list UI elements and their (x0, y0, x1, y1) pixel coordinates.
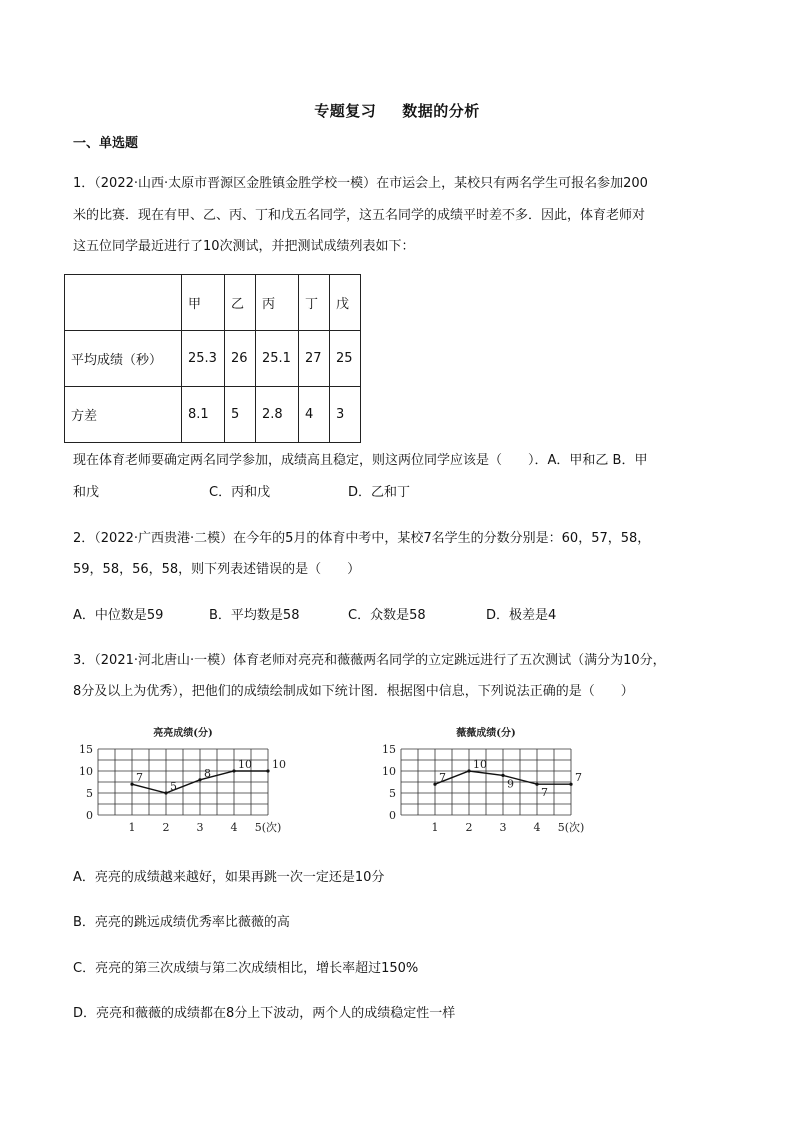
y-tick-label: 10 (79, 765, 93, 778)
y-tick-label: 15 (79, 743, 93, 756)
table-cell: 戊 (330, 275, 361, 331)
q2-line2: 59，58，56，58，则下列表述错误的是（ ） (73, 562, 361, 577)
table-cell: 方差 (65, 387, 182, 443)
q1-line3: 这五位同学最近进行了10次测试，并把测试成绩列表如下： (73, 239, 415, 254)
page-title (0, 100, 794, 121)
q3-option-d: D．亮亮和薇薇的成绩都在8分上下波动，两个人的成绩稳定性一样 (73, 1006, 456, 1021)
q3-line1: 3．（2021·河北唐山·一模）体育老师对亮亮和薇薇两名同学的立定跳远进行了五次测试（满分为10分， (73, 653, 666, 668)
data-point (164, 791, 167, 794)
table-cell: 丁 (299, 275, 330, 331)
q1-option-c: C．丙和戊 (209, 485, 271, 500)
q1-line1: 1．（2022·山西·太原市晋源区金胜镇金胜学校一模）在市运会上，某校只有两名学生可报名参加200 (73, 176, 648, 191)
x-tick-label: 1 (128, 821, 136, 834)
chart-liangliang-svg (72, 722, 292, 837)
data-label: 10 (473, 758, 487, 771)
data-point (266, 769, 269, 772)
table-row (65, 275, 361, 331)
q1-line2: 米的比赛．现在有甲、乙、丙、丁和戊五名同学，这五名同学的成绩平时差不多．因此，体育老师对 (73, 208, 646, 223)
x-tick-label: 5(次) (254, 821, 282, 834)
x-tick-label: 2 (465, 821, 473, 834)
data-label: 7 (541, 786, 548, 800)
q2-option-d: D．极差是4 (486, 608, 557, 623)
q3-option-b: B．亮亮的跳远成绩优秀率比薇薇的高 (73, 915, 290, 930)
q2-option-b: B．平均数是58 (209, 608, 300, 623)
data-label: 7 (439, 771, 446, 785)
data-point (198, 778, 201, 781)
table-cell: 26 (225, 331, 256, 387)
y-tick-label: 0 (86, 809, 93, 822)
table-cell: 8.1 (182, 387, 225, 443)
data-label: 8 (204, 766, 211, 780)
q3-option-a: A．亮亮的成绩越来越好，如果再跳一次一定还是10分 (73, 870, 385, 885)
data-point (535, 783, 538, 786)
q2-option-a: A．中位数是59 (73, 608, 164, 623)
q3-line2: 8分及以上为优秀），把他们的成绩绘制成如下统计图．根据图中信息，下列说法正确的是（ ） (73, 684, 634, 699)
x-tick-label: 2 (162, 821, 170, 834)
q3-option-c: C．亮亮的第三次成绩与第二次成绩相比，增长率超过150% (73, 961, 419, 976)
q1-after-line1: 现在体育老师要确定两名同学参加，成绩高且稳定，则这两位同学应该是（ ）．A．甲和乙 B．甲 (73, 453, 648, 468)
x-tick-label: 1 (431, 821, 439, 834)
data-point (467, 769, 470, 772)
data-label: 10 (272, 758, 286, 771)
table-cell: 27 (299, 331, 330, 387)
y-tick-label: 5 (389, 787, 396, 800)
q1-option-d: D．乙和丁 (348, 485, 411, 500)
table-cell: 甲 (182, 275, 225, 331)
section-heading: 一、单选题 (73, 136, 139, 151)
data-point (501, 774, 504, 777)
table-cell: 25 (330, 331, 361, 387)
table-cell: 3 (330, 387, 361, 443)
title-part1: 专题复习 (314, 102, 377, 120)
data-label: 7 (575, 771, 582, 785)
x-tick-label: 4 (230, 821, 238, 834)
data-label: 10 (238, 758, 252, 771)
table-cell: 丙 (256, 275, 299, 331)
chart-weiwei (375, 722, 595, 841)
y-tick-label: 5 (86, 787, 93, 800)
x-tick-label: 4 (533, 821, 541, 834)
x-tick-label: 3 (196, 821, 204, 834)
table-cell: 5 (225, 387, 256, 443)
chart-title: 亮亮成绩(分) (153, 728, 213, 739)
data-point (569, 783, 572, 786)
table-cell (65, 275, 182, 331)
chart-liangliang (72, 722, 292, 841)
y-tick-label: 0 (389, 809, 396, 822)
q2-option-c: C．众数是58 (348, 608, 426, 623)
chart-weiwei-svg (375, 722, 595, 837)
table-cell: 4 (299, 387, 330, 443)
title-part2: 数据的分析 (402, 102, 480, 120)
q2-line1: 2．（2022·广西贵港·二模）在今年的5月的体育中考中，某校7名学生的分数分别是：60，57，58， (73, 531, 651, 546)
table-cell: 2.8 (256, 387, 299, 443)
scores-table (64, 274, 361, 443)
x-tick-label: 5(次) (557, 821, 585, 834)
y-tick-label: 15 (382, 743, 396, 756)
table-row (65, 331, 361, 387)
table-cell: 25.1 (256, 331, 299, 387)
x-tick-label: 3 (499, 821, 507, 834)
data-point (232, 769, 235, 772)
data-label: 5 (170, 780, 177, 793)
table-cell: 乙 (225, 275, 256, 331)
data-point (130, 783, 133, 786)
data-label: 9 (507, 777, 514, 791)
data-point (433, 783, 436, 786)
y-tick-label: 10 (382, 765, 396, 778)
q1-after-line2: 和戊 (73, 485, 100, 500)
data-label: 7 (136, 771, 143, 785)
table-cell: 平均成绩（秒） (65, 331, 182, 387)
table-cell: 25.3 (182, 331, 225, 387)
chart-title: 薇薇成绩(分) (456, 728, 516, 739)
table-row (65, 387, 361, 443)
